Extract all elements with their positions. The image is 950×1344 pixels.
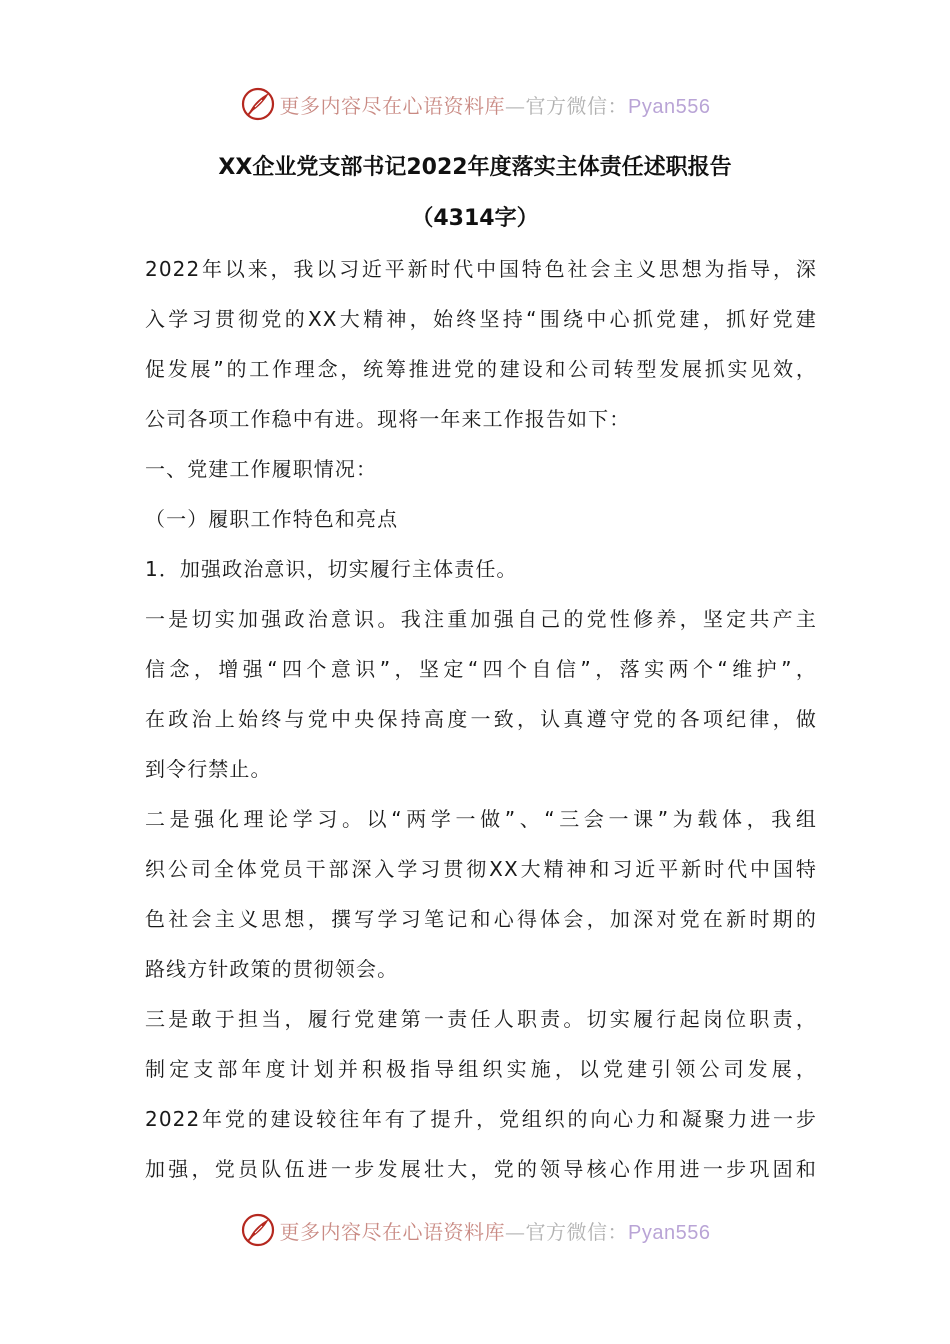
body-line: 制定支部年度计划并积极指导组织实施，以党建引领公司发展， [145, 1057, 817, 1081]
watermark-text: 更多内容尽在心语资料库—官方微信：Pyan556 [279, 93, 711, 118]
item-heading: 1．加强政治意识，切实履行主体责任。 [145, 557, 518, 581]
document-subtitle: （4314字） [411, 206, 539, 231]
body-line: 色社会主义思想，撰写学习笔记和心得体会，加深对党在新时期的 [145, 907, 817, 931]
body-line: 路线方针政策的贯彻领会。 [145, 957, 399, 981]
watermark-banner-bottom [0, 1208, 950, 1252]
body-line: 到令行禁止。 [145, 757, 272, 781]
feather-pen-logo-icon [240, 1212, 276, 1248]
document-title: XX企业党支部书记2022年度落实主体责任述职报告 [218, 155, 732, 180]
body-line: 在政治上始终与党中央保持高度一致，认真遵守党的各项纪律，做 [145, 707, 817, 731]
feather-pen-logo-icon [240, 86, 276, 122]
body-line: 一是切实加强政治意识。我注重加强自己的党性修养，坚定共产主 [145, 607, 817, 631]
body-line: 促发展”的工作理念，统筹推进党的建设和公司转型发展抓实见效， [145, 357, 817, 381]
body-line: 2022年以来，我以习近平新时代中国特色社会主义思想为指导，深 [145, 257, 817, 281]
body-line: 入学习贯彻党的XX大精神，始终坚持“围绕中心抓党建，抓好党建 [145, 307, 817, 331]
subsection-heading: （一）履职工作特色和亮点 [145, 507, 399, 531]
body-line: 二是强化理论学习。以“两学一做”、“三会一课”为载体，我组 [145, 807, 817, 831]
watermark-banner-top [0, 82, 950, 126]
body-line: 2022年党的建设较往年有了提升，党组织的向心力和凝聚力进一步 [145, 1107, 817, 1131]
body-line: 公司各项工作稳中有进。现将一年来工作报告如下： [145, 407, 631, 431]
body-line: 加强，党员队伍进一步发展壮大，党的领导核心作用进一步巩固和 [145, 1157, 817, 1181]
watermark-text: 更多内容尽在心语资料库—官方微信：Pyan556 [279, 1219, 711, 1244]
body-line: 三是敢于担当，履行党建第一责任人职责。切实履行起岗位职责， [145, 1007, 817, 1031]
body-line: 织公司全体党员干部深入学习贯彻XX大精神和习近平新时代中国特 [145, 857, 817, 881]
body-line: 信念，增强“四个意识”，坚定“四个自信”，落实两个“维护”， [145, 657, 817, 681]
document-body [145, 252, 817, 1202]
section-heading: 一、党建工作履职情况： [145, 457, 378, 481]
